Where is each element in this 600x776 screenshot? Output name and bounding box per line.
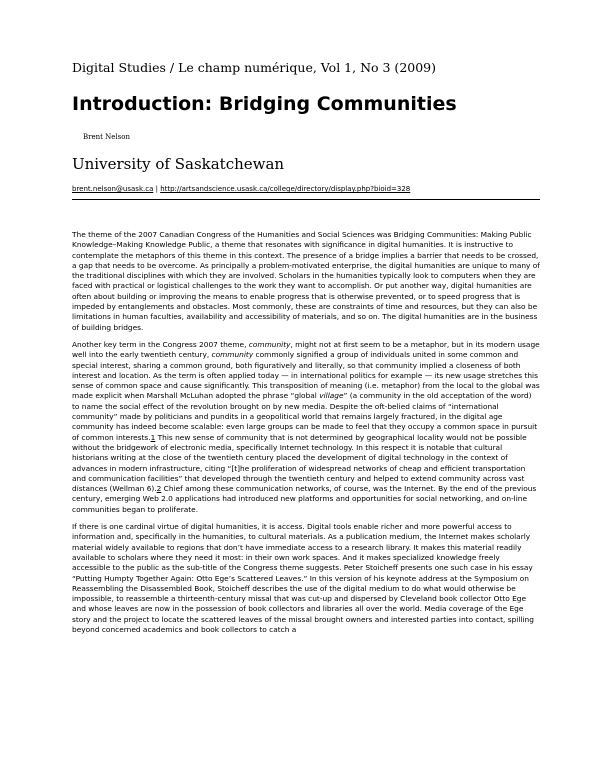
article-body	[72, 230, 540, 635]
journal-citation: Digital Studies / Le champ numérique, Vol 1, No 3 (2009)	[72, 60, 437, 75]
link-separator: |	[153, 185, 161, 193]
author-profile-link[interactable]: http://artsandscience.usask.ca/college/directory/display.php?bioid=328	[160, 185, 411, 193]
author-name: Brent Nelson	[83, 133, 131, 141]
paragraph-1: The theme of the 2007 Canadian Congress of the Humanities and Social Sciences was Bridging Communities: Making Public Knowledge–Making Knowledge Public, a theme that resonates with significance in digital humanities. It is instructive to contemplate the metaphors of this theme in this context. The presence of a bridge implies a barrier that needs to be crossed, a gap that needs to be overcome. As principally a problem-motivated enterprise, the digital humanities are unique to many of the traditional disciplines with which they are involved. Scholars in the humanities typically look to computers when they are faced with practical or logistical challenges to the work they want to accomplish. Or put another way, digital humanities are often about building or improving the means to enable progress that is otherwise prevented, or to speed progress that is impeded by entanglements and obstacles. Most commonly, these are constraints of time and resources, but they can also be limitations in human faculties, availability and accessibility of materials, and so on. The digital humanities are in the business of building bridges.	[72, 230, 540, 332]
article-page	[72, 60, 540, 642]
paragraph-2	[72, 340, 540, 515]
text-run: This new sense of community that is not determined by geographical locality would not be possible without the bridgework of electronic media, specifically Internet technology. In this respect it is notable that cultural historians writing at the close of the twentieth century placed the development of digital technology in the context of advances in modern infrastructure, citing “[t]he proliferation of widespread networks of cheap and efficient transportation and communication facilities” that developed through the twentieth century and helped to extend community across vast distances (Wellman 6).	[72, 432, 527, 494]
emphasis-community: community	[211, 350, 254, 360]
text-run: , might not at first seem to be a metaphor, but in its modern usage well into the early twentieth century,	[72, 339, 540, 360]
text-run: Chief among these communication networks, of course, was the Internet. By the end of the previous century, emerging Web 2.0 applications had introduced new platforms and opportunities for social networking, and on-line communities began to proliferate.	[72, 484, 537, 514]
text-run: commonly signified a group of individuals united in some common and special interest, sharing a common ground, both figuratively and literally, so that community implied a closeness of both interest and location. As the term is often applied today — in international politics for example — its new usage stretches this sense of common space and cause significantly. This transposition of meaning (i.e. metaphor) from the local to the global was made explicit when Marshall McLuhan adopted the phrase “global	[72, 350, 540, 401]
footnote-link-2[interactable]: 2	[156, 484, 162, 494]
footnote-link-1[interactable]: 1	[150, 432, 156, 442]
text-run: ” (a community in the old acceptation of the word) to name the social effect of the revolution brought on by new media. Despite the oft-belied claims of “international community” made by politicians and pundits in a geopolitical world that remains largely fractured, in the digital age community has indeed become scalable: even large groups can be made to feel that they occupy a common space in pursuit of common interests.	[72, 391, 538, 442]
author-email-link[interactable]: brent.nelson@usask.ca	[72, 185, 154, 193]
text-run: Another key term in the Congress 2007 theme,	[72, 339, 249, 349]
emphasis-village: village	[319, 391, 344, 401]
emphasis-community: community	[248, 339, 291, 349]
author-links	[72, 185, 540, 200]
author-affiliation: University of Saskatchewan	[72, 155, 285, 173]
article-title: Introduction: Bridging Communities	[72, 93, 457, 115]
paragraph-3: If there is one cardinal virtue of digital humanities, it is access. Digital tools enable richer and more powerful access to information and, specifically in the humanities, to cultural materials. As a publication medium, the Internet makes scholarly material widely available to regions that don’t have immediate access to a research library. It makes this material readily available to scholars where they need it most: in their own work spaces. And it makes specialized knowledge freely accessible to the public as the sub-title of the Congress theme suggests. Peter Stoicheff presents one such case in his essay “Putting Humpty Together Again: Otto Ege’s Scattered Leaves.” In this version of his keynote address at the Symposium on Reassembling the Disassembled Book, Stoicheff describes the use of the digital medium to do what would otherwise be impossible, to reassemble a thirteenth-century missal that was cut-up and dispersed by Cleveland book collector Otto Ege and whose leaves are now in the possession of book collectors and libraries all over the world. Media coverage of the Ege story and the project to locate the scattered leaves of the missal brought owners and interested parties into contact, spilling beyond concerned academics and book collectors to catch a	[72, 522, 534, 634]
